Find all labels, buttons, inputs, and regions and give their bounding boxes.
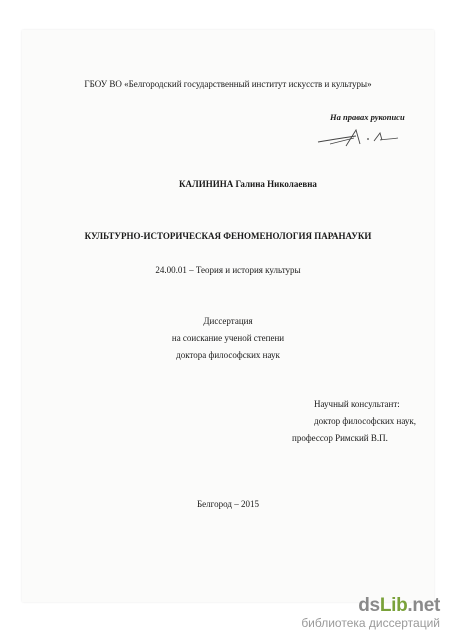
- author-name: КАЛИНИНА Галина Николаевна: [179, 179, 317, 189]
- consultant-name: профессор Римский В.П.: [292, 433, 388, 443]
- institution-name: ГБОУ ВО «Белгородский государственный институт искусств и культуры»: [84, 79, 372, 89]
- degree-line-1: на соискание ученой степени: [171, 333, 285, 343]
- work-type: Диссертация: [203, 316, 253, 326]
- consultant-degree: доктор философских наук,: [314, 416, 416, 426]
- city-year: Белгород – 2015: [197, 499, 259, 509]
- watermark-subtitle: библиотека диссертаций: [301, 616, 440, 630]
- dissertation-title: КУЛЬТУРНО-ИСТОРИЧЕСКАЯ ФЕНОМЕНОЛОГИЯ ПАРАНАУКИ: [84, 231, 372, 241]
- logo-net: .net: [407, 595, 440, 616]
- manuscript-note: На правах рукописи: [330, 112, 405, 122]
- logo-ds: ds: [358, 595, 380, 616]
- specialty-code: 24.00.01 – Теория и история культуры: [155, 265, 301, 275]
- document-page: [22, 30, 434, 602]
- logo-lib: Lib: [379, 595, 408, 616]
- degree-line-2: доктора философских наук: [176, 350, 280, 360]
- dslib-logo: [301, 596, 440, 616]
- dslib-watermark: [301, 596, 440, 630]
- signature: [316, 126, 400, 152]
- consultant-label: Научный консультант:: [314, 399, 400, 409]
